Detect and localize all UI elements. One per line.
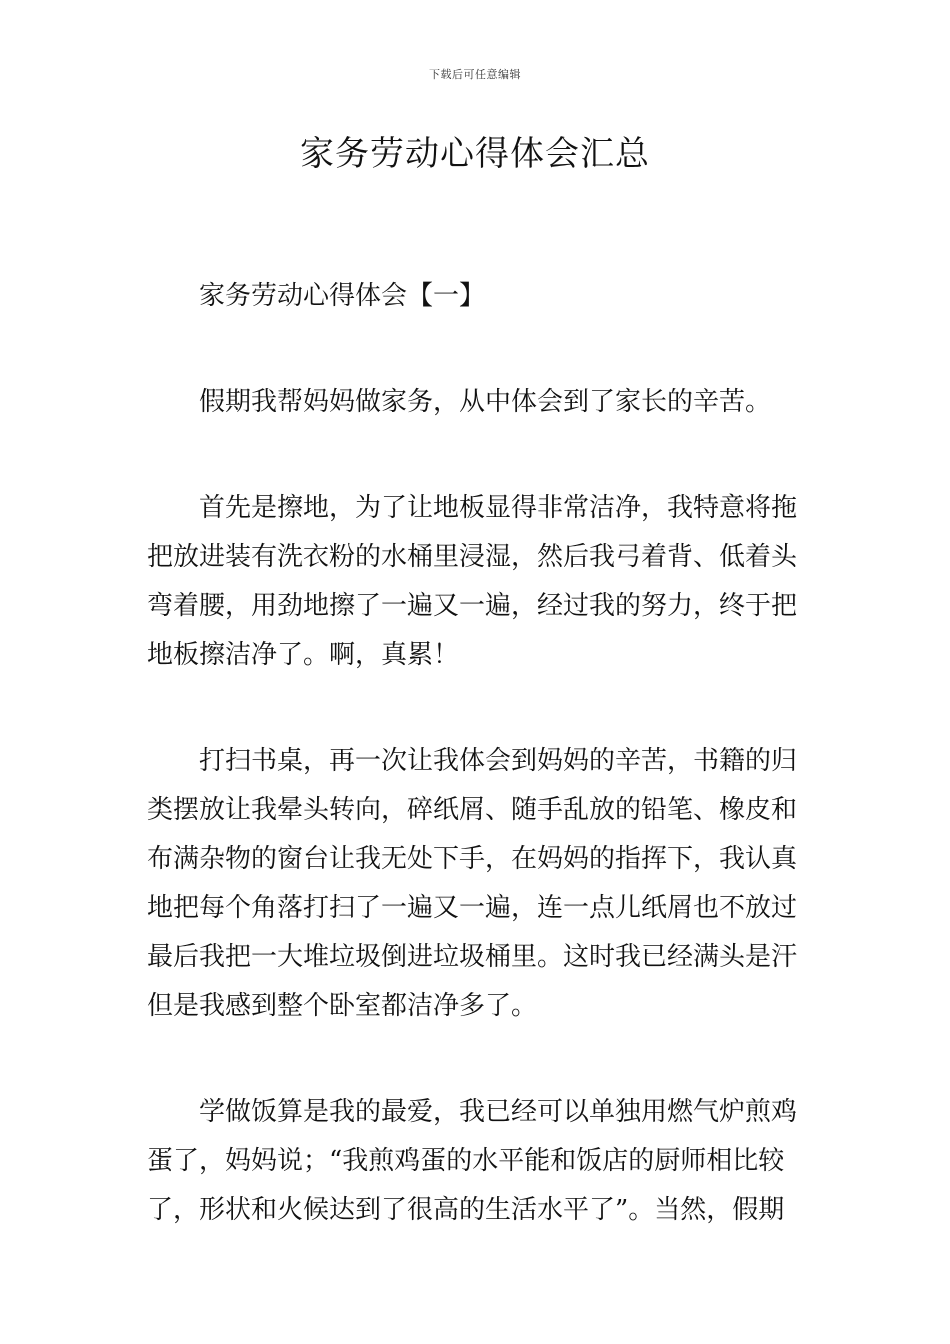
paragraph-2: 首先是擦地，为了让地板显得非常洁净，我特意将拖把放进装有洗衣粉的水桶里浸湿，然后我弓着背、低着头弯着腰，用劲地擦了一遍又一遍，经过我的努力，终于把地板擦洁净了。啊，真累！ — [147, 493, 798, 670]
document-body — [147, 272, 807, 1292]
header-note: 下载后可任意编辑 — [429, 68, 521, 81]
paragraph-4: 学做饭算是我的最爱，我已经可以单独用燃气炉煎鸡蛋了，妈妈说；“我煎鸡蛋的水平能和饭店的厨师相比较了，形状和火候达到了很高的生活水平了”。当然，假期 — [147, 1097, 798, 1225]
paragraph-1: 假期我帮妈妈做家务，从中体会到了家长的辛苦。 — [199, 387, 772, 417]
section-heading: 家务劳动心得体会【一】 — [199, 281, 486, 311]
document-title: 家务劳动心得体会汇总 — [300, 134, 650, 174]
paragraph-3: 打扫书桌，再一次让我体会到妈妈的辛苦，书籍的归类摆放让我晕头转向，碎纸屑、随手乱放的铅笔、橡皮和布满杂物的窗台让我无处下手，在妈妈的指挥下，我认真地把每个角落打扫了一遍又一遍，连一点儿纸屑也不放过最后我把一大堆垃圾倒进垃圾桶里。这时我已经满头是汗但是我感到整个卧室都洁净多了。 — [147, 746, 798, 1021]
